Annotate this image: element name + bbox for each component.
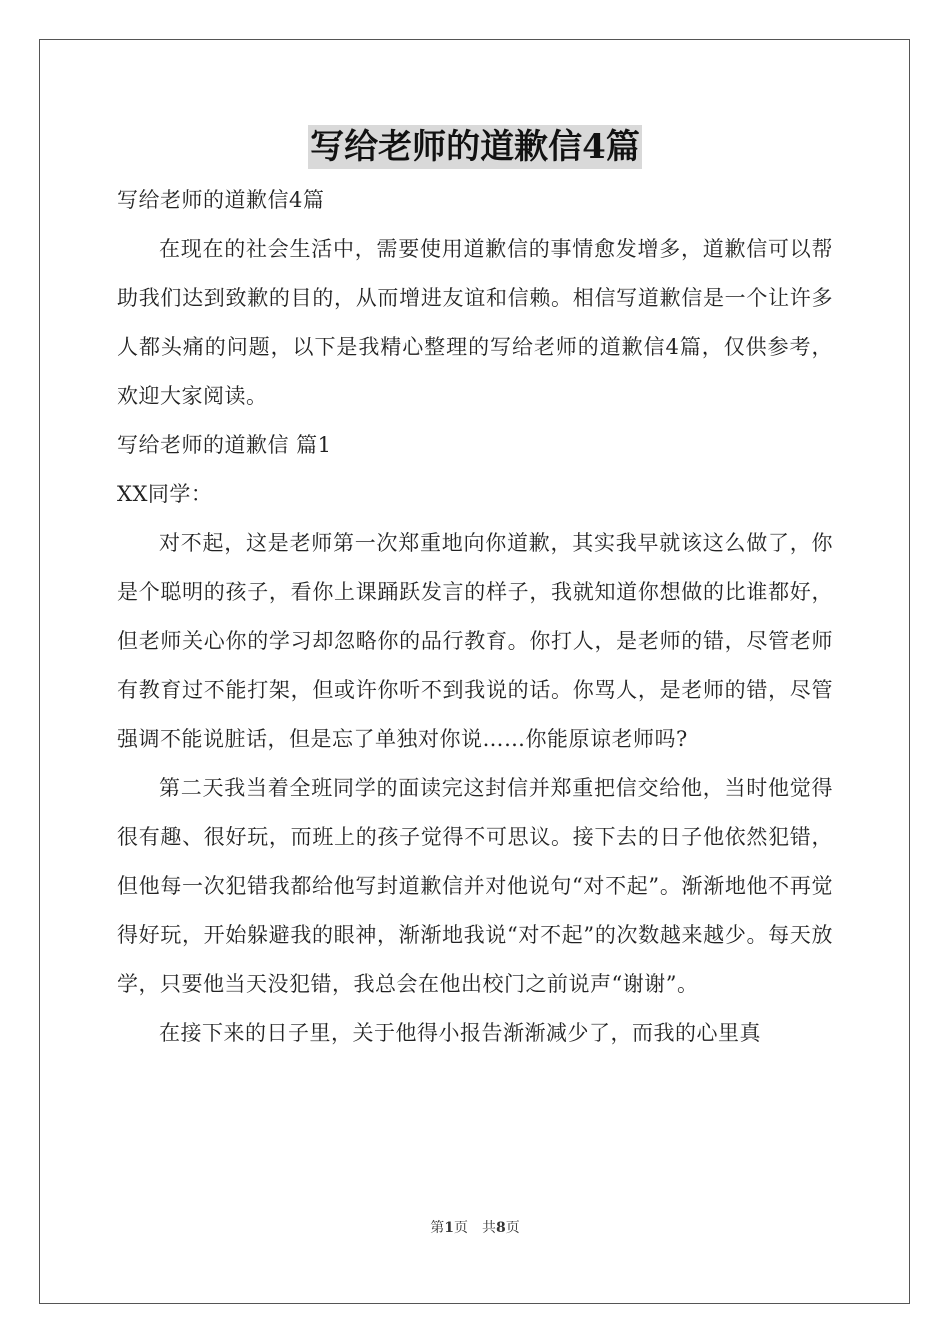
footer-page-mid: 页 共 [454, 1220, 496, 1236]
footer-page-prefix: 第 [430, 1220, 445, 1236]
paragraph-letter-body: 对不起，这是老师第一次郑重地向你道歉，其实我早就该这么做了，你是个聪明的孩子，看你上课踊跃发言的样子，我就知道你想做的比谁都好，但老师关心你的学习却忽略你的品行教育。你打人，是老师的错，尽管老师有教育过不能打架，但或许你听不到我说的话。你骂人，是老师的错，尽管强调不能说脏话，但是忘了单独对你说……你能原谅老师吗? [117, 531, 833, 751]
paragraph-continuation: 在接下来的日子里，关于他得小报告渐渐减少了，而我的心里真 [159, 1021, 761, 1045]
paragraph-intro: 在现在的社会生活中，需要使用道歉信的事情愈发增多，道歉信可以帮助我们达到致歉的目的，从而增进友谊和信赖。相信写道歉信是一个让许多人都头痛的问题，以下是我精心整理的写给老师的道歉信4篇，仅供参考，欢迎大家阅读。 [117, 237, 833, 408]
paragraph-subtitle: 写给老师的道歉信4篇 [117, 188, 325, 212]
paragraph-salutation: XX同学： [117, 482, 213, 506]
footer-page-suffix: 页 [505, 1220, 520, 1236]
footer-page-total: 8 [496, 1220, 506, 1236]
footer-page-current: 1 [444, 1220, 454, 1236]
paragraph-narrative: 第二天我当着全班同学的面读完这封信并郑重把信交给他，当时他觉得很有趣、很好玩，而班上的孩子觉得不可思议。接下去的日子他依然犯错，但他每一次犯错我都给他写封道歉信并对他说句“对不起”。渐渐地他不再觉得好玩，开始躲避我的眼神，渐渐地我说“对不起”的次数越来越少。每天放学，只要他当天没犯错，我总会在他出校门之前说声“谢谢”。 [117, 776, 833, 996]
paragraph-section-heading: 写给老师的道歉信 篇1 [117, 433, 332, 457]
page-footer [0, 1217, 950, 1237]
document-body [117, 176, 833, 1058]
document-title: 写给老师的道歉信4篇 [310, 127, 640, 167]
title-container [0, 125, 950, 169]
